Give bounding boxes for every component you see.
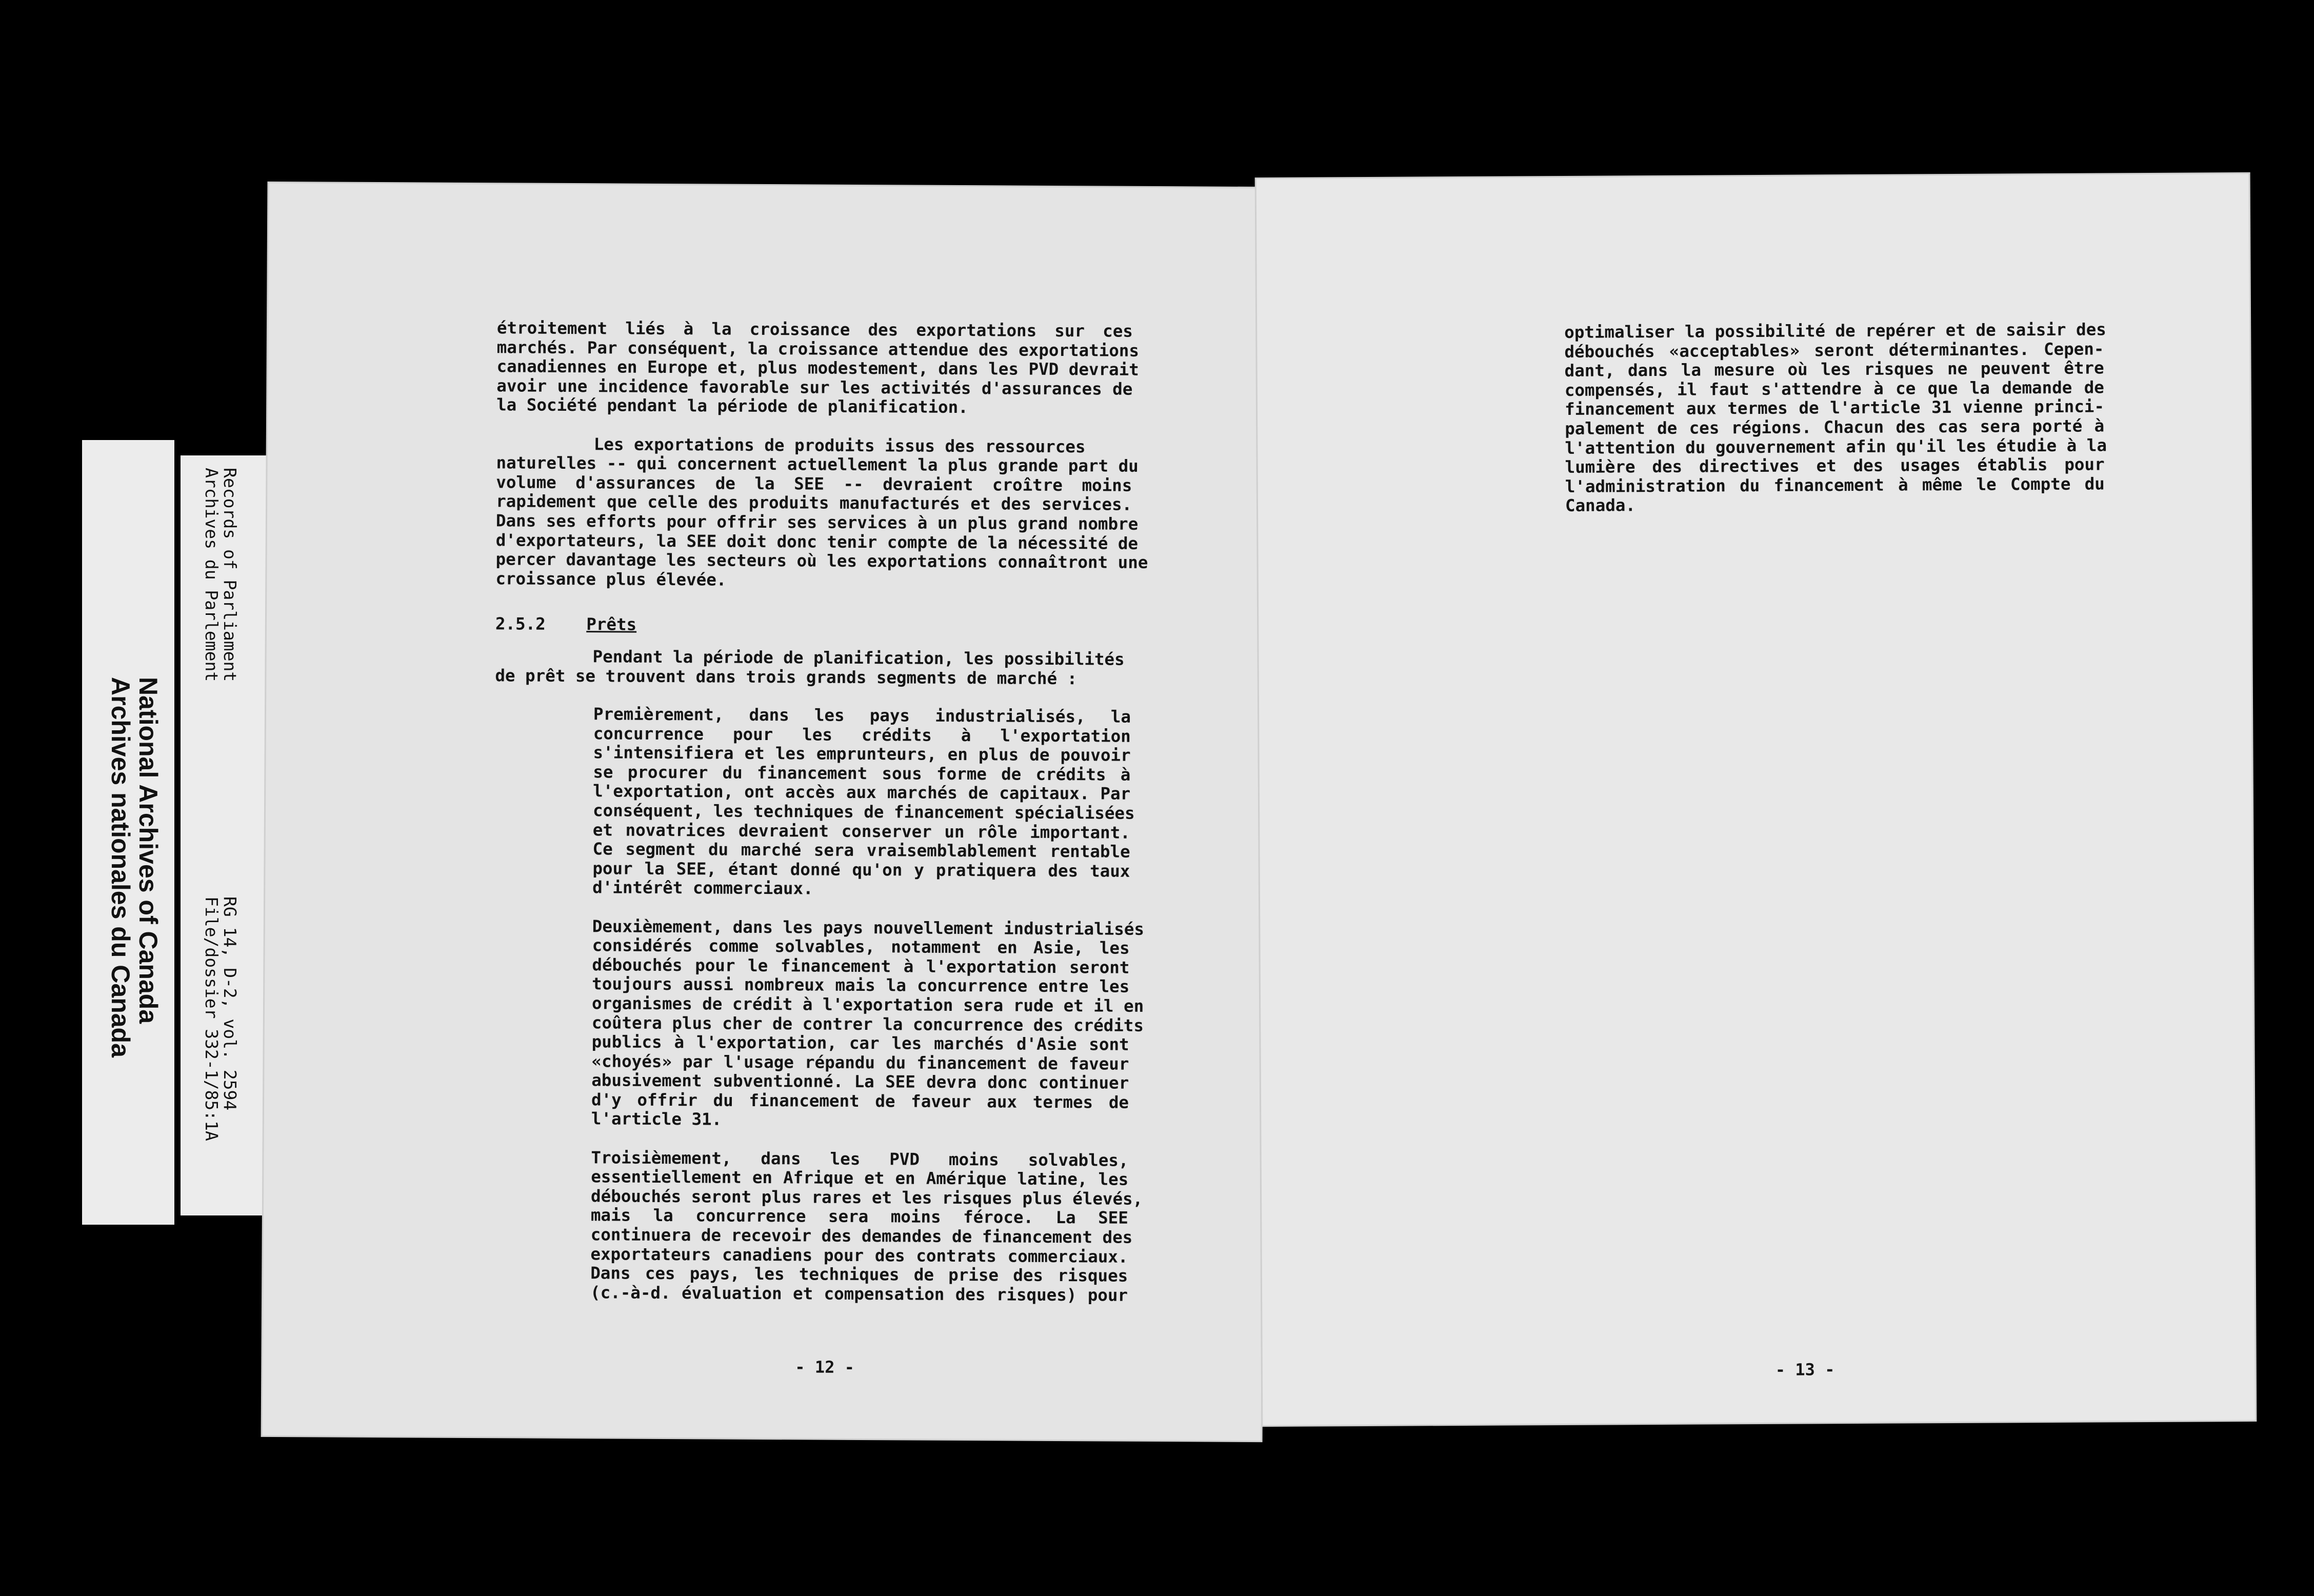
text-line: «choyés» par l'usage répandu du financement de faveur (591, 1051, 1129, 1074)
archive-label-strip (82, 440, 174, 1225)
text-line: mais la concurrence sera moins féroce. La SEE (590, 1205, 1128, 1228)
text-line: organismes de crédit à l'exportation sera rude et il en (591, 993, 1144, 1016)
text-line: essentiellement en Afrique et en Amérique latine, les (591, 1167, 1129, 1189)
text-line: Canada. (1565, 495, 1636, 516)
document-page-12 (263, 183, 1268, 1441)
text-line: débouchés seront plus rares et les risques plus élevés, (590, 1186, 1143, 1209)
paragraph-1 (496, 318, 1140, 418)
archive-reference-strip (181, 455, 267, 1215)
text-line: l'article 31. (591, 1109, 722, 1130)
records-label (202, 468, 239, 682)
text-line: Pendant la période de planification, les possibilités (592, 647, 1125, 669)
text-line: et novatrices devraient conserver un rôle important. (592, 820, 1130, 843)
page-number: - 12 - (795, 1357, 855, 1377)
reference-line: RG 14, D-2, vol. 2594 (220, 896, 240, 1111)
text-line: s'intensifiera et les emprunteurs, en plus de pouvoir (593, 743, 1131, 765)
text-line: avoir une incidence favorable sur les activités d'assurances de (496, 376, 1133, 399)
section-title: Prêts (586, 614, 637, 634)
text-line: lumière des directives et des usages établis pour (1565, 454, 2105, 477)
text-line: conséquent, les techniques de financement spécialisées (592, 801, 1135, 823)
text-line: d'exportateurs, la SEE doit donc tenir compte de la nécessité de (495, 530, 1139, 553)
text-line: Premièrement, dans les pays industrialisés, la (593, 704, 1131, 727)
reference-line: File/dossier 332-1/85:1A (202, 896, 222, 1141)
text-line: marchés. Par conséquent, la croissance attendue des exportations (496, 337, 1140, 361)
text-line: pour la SEE, étant donné qu'on y pratiquera des taux (592, 858, 1130, 881)
market-segment-list (590, 704, 1145, 1305)
reference-label (202, 896, 239, 1141)
text-line: (c.-à-d. évaluation et compensation des risques) pour (590, 1283, 1128, 1305)
archive-label-line: National Archives of Canada (134, 677, 163, 1024)
text-line: l'exportation, ont accès aux marchés de capitaux. Par (593, 781, 1131, 804)
text-line: continuera de recevoir des demandes de financement des (590, 1225, 1133, 1247)
text-line: palement de ces régions. Chacun des cas sera porté à (1565, 416, 2105, 438)
paragraph-continuation (1564, 320, 2105, 515)
text-line: financement aux termes de l'article 31 vienne princi- (1564, 396, 2105, 420)
text-line: compensés, il faut s'attendre à ce que la demande de (1564, 377, 2104, 400)
page-number: - 13 - (1775, 1360, 1835, 1380)
text-line: canadiennes en Europe et, plus modestement, dans les PVD devrait (496, 356, 1139, 380)
text-line: d'intérêt commerciaux. (592, 877, 813, 899)
text-line: débouchés «acceptables» seront déterminantes. Cepen- (1564, 339, 2104, 362)
text-line: étroitement liés à la croissance des exportations sur ces (496, 318, 1133, 341)
paragraph-3 (495, 647, 1131, 689)
text-line: l'administration du financement à même le Compte du (1565, 474, 2105, 496)
section-heading (495, 614, 636, 634)
text-line: croissance plus élevée. (495, 568, 727, 590)
text-line: la Société pendant la période de planification. (496, 395, 968, 417)
text-line: abusivement subventionné. La SEE devra donc continuer (591, 1070, 1129, 1093)
text-line: considérés comme solvables, notamment en Asie, les (592, 935, 1130, 958)
text-line: de prêt se trouvent dans trois grands segments de marché : (495, 665, 1078, 688)
text-line: toujours aussi nombreux mais la concurrence entre les (592, 974, 1130, 997)
text-line: concurrence pour les crédits à l'exportation (593, 723, 1131, 746)
text-line: Dans ses efforts pour offrir ses services à un plus grand nombre (495, 511, 1139, 534)
text-line: exportateurs canadiens pour des contrats commerciaux. (590, 1244, 1128, 1267)
text-line: débouchés pour le financement à l'exportation seront (592, 954, 1130, 977)
text-line: coûtera plus cher de contrer la concurrence des crédits (591, 1012, 1144, 1035)
document-page-13 (1256, 174, 2256, 1425)
text-line: volume d'assurances de la SEE -- devraient croître moins (496, 472, 1132, 495)
paragraph-2 (495, 434, 1148, 592)
records-line: Archives du Parlement (202, 468, 222, 682)
text-line: Deuxièmement, dans les pays nouvellement industrialisés (592, 916, 1145, 939)
text-line: se procurer du financement sous forme de crédits à (593, 762, 1131, 785)
list-item-1 (592, 704, 1135, 900)
list-item-3 (590, 1147, 1143, 1305)
archive-label (107, 677, 162, 1058)
text-line: Les exportations de produits issus des ressources (593, 434, 1086, 456)
text-line: optimaliser la possibilité de repérer et de saisir des (1564, 320, 2106, 342)
text-line: Ce segment du marché sera vraisemblablement rentable (592, 839, 1130, 862)
records-line: Records of Parliament (220, 468, 240, 682)
text-line: rapidement que celle des produits manufacturés et des services. (496, 491, 1132, 515)
text-line: publics à l'exportation, car les marchés d'Asie sont (591, 1032, 1129, 1054)
text-line: naturelles -- qui concernent actuellement la plus grande part du (496, 453, 1139, 476)
page-12-top-block (495, 318, 1148, 592)
archive-label-line: Archives nationales du Canada (106, 677, 135, 1058)
list-item-2 (591, 916, 1145, 1132)
text-line: percer davantage les secteurs où les exportations connaîtront une (495, 549, 1148, 573)
text-line: Dans ces pays, les techniques de prise des risques (590, 1263, 1128, 1286)
section-number: 2.5.2 (495, 614, 546, 634)
text-line: dant, dans la mesure où les risques ne peuvent être (1564, 358, 2104, 381)
text-line: d'y offrir du financement de faveur aux termes de (591, 1090, 1129, 1112)
text-line: l'attention du gouvernement afin qu'il les étudie à la (1565, 435, 2107, 458)
text-line: Troisièmement, dans les PVD moins solvables, (591, 1147, 1129, 1170)
